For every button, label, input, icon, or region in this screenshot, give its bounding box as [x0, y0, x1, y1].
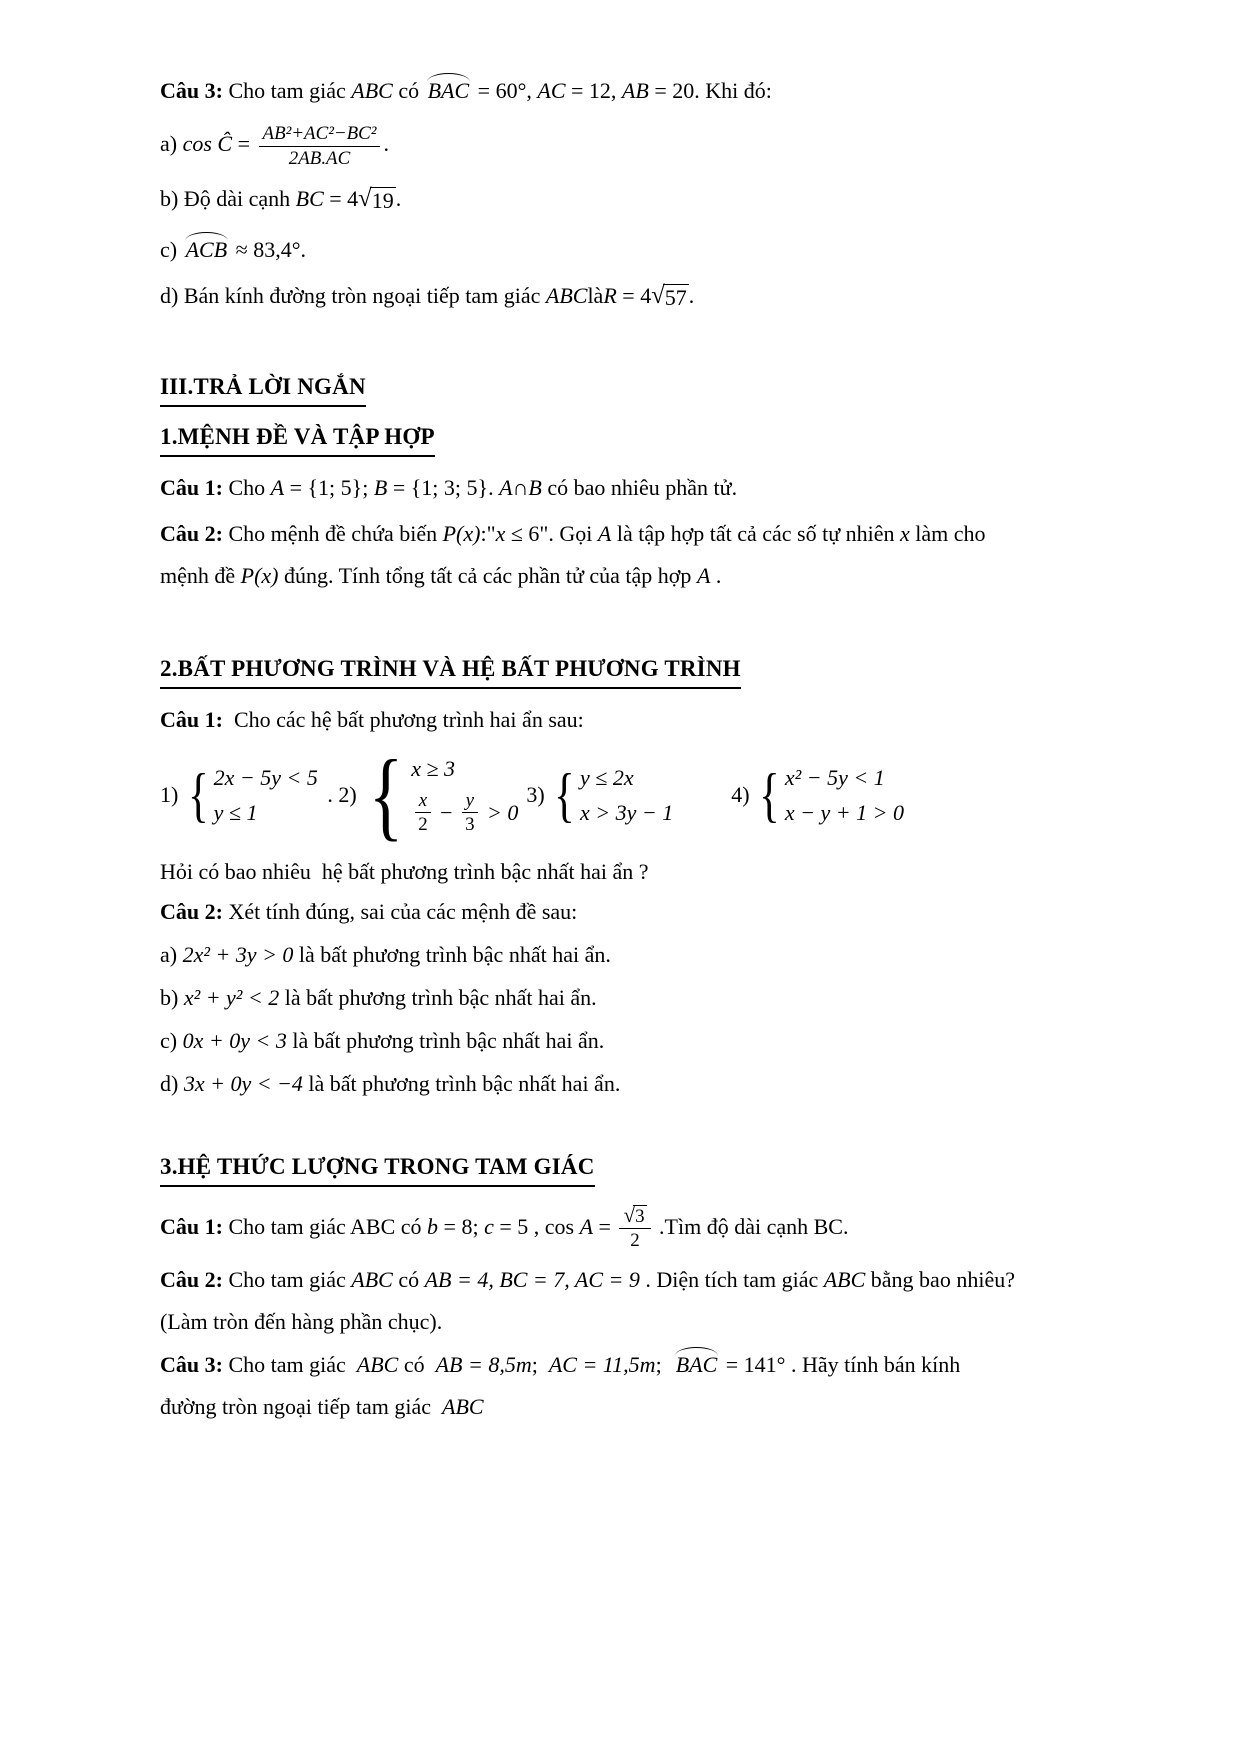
text-run: P(x)	[442, 521, 481, 547]
text-run: = 20. Khi đó:	[648, 78, 772, 103]
text-run: x ≥ 3	[411, 755, 456, 781]
text-run: 3x + 0y < −4	[183, 1071, 303, 1097]
text-run: ABC	[442, 1393, 484, 1419]
text-run: Câu 2:	[160, 899, 223, 925]
text-run: BC	[295, 186, 324, 212]
text-run: AC	[537, 78, 566, 103]
left-brace-icon: {	[759, 762, 780, 829]
left-brace-icon: {	[368, 739, 404, 851]
system-line	[785, 763, 904, 793]
topic2-question2-a	[160, 940, 1121, 970]
text-run: .	[688, 283, 695, 309]
topic2-question2-d	[160, 1069, 1121, 1099]
part3-heading: III.TRẢ LỜI NGẮN	[160, 371, 366, 407]
text-run: c)	[160, 1028, 183, 1054]
text-run: b	[427, 1214, 439, 1240]
text-run: = 8;	[438, 1214, 485, 1240]
topic3-question2-line1	[160, 1265, 1121, 1295]
square-root	[358, 187, 396, 213]
topic1-heading: 1.MỆNH ĐỀ VÀ TẬP HỢP	[160, 421, 435, 457]
radical-sign-icon: √	[623, 1203, 636, 1228]
text-run: x	[495, 521, 506, 547]
text-run: ABC	[351, 78, 393, 103]
text-run: = {1; 5};	[284, 475, 374, 501]
radical-sign-icon: √	[358, 185, 372, 213]
text-run: x² − 5y < 1	[784, 764, 885, 790]
text-run: cos Ĉ	[182, 131, 233, 157]
text-run: A	[270, 475, 285, 501]
text-run: = {1; 3; 5}.	[387, 475, 500, 501]
text-run: Câu 1:	[160, 475, 223, 501]
system-line	[214, 763, 318, 793]
text-run: bằng bao nhiêu?	[865, 1266, 1015, 1292]
text-run: là	[587, 283, 604, 309]
text-run: b)	[160, 985, 184, 1011]
text-run: Câu 2:	[160, 1266, 223, 1292]
text-run: ABC	[356, 1351, 399, 1377]
text-run: AC = 11,5m	[548, 1351, 656, 1377]
left-brace-icon: {	[554, 762, 575, 829]
text-run: d)	[160, 1071, 184, 1097]
angle-hat: BAC	[425, 73, 473, 102]
topic2-question2	[160, 897, 1121, 927]
text-run: a)	[160, 942, 183, 968]
text-run: A	[597, 521, 612, 547]
topic3-question3-line1	[160, 1347, 1121, 1380]
text-run: = 60°,	[472, 78, 538, 103]
text-run: là bất phương trình bậc nhất hai ẩn.	[279, 985, 597, 1011]
text-run: mệnh đề	[160, 563, 241, 589]
text-run: Cho tam giác	[222, 1351, 357, 1377]
topic2-question2-b	[160, 983, 1121, 1013]
text-run: . 2)	[321, 782, 363, 808]
radical-sign-icon: √	[651, 282, 665, 310]
fraction	[619, 1205, 650, 1252]
text-run: là bất phương trình bậc nhất hai ẩn.	[286, 1028, 605, 1054]
text-run: là bất phương trình bậc nhất hai ẩn.	[293, 942, 611, 968]
text-run: có	[392, 1266, 425, 1292]
text-run: y	[465, 789, 474, 811]
text-run: Câu 1:	[160, 707, 223, 733]
text-run: > 0	[481, 799, 519, 825]
text-run: −	[434, 799, 459, 825]
text-run: .	[395, 186, 402, 212]
text-run: 2	[418, 814, 428, 836]
fraction-denominator	[626, 1229, 643, 1253]
topic2-question1-tail	[160, 857, 1121, 887]
text-run: .	[383, 131, 389, 157]
text-run: = 5 , cos	[493, 1214, 580, 1240]
text-run: x > 3y − 1	[580, 799, 674, 825]
text-run: 1)	[160, 782, 184, 808]
text-run: x − y + 1 > 0	[784, 799, 904, 825]
text-run: A	[579, 1214, 594, 1240]
fraction-numerator	[462, 789, 478, 814]
text-run: AB	[621, 78, 649, 103]
mc-question3-statement-b	[160, 184, 1121, 214]
text-run: 2	[630, 1230, 640, 1252]
text-run: Xét tính đúng, sai của các mệnh đề sau:	[222, 899, 578, 925]
text-run: là tập hợp tất cả các số tự nhiên	[611, 521, 901, 547]
text-run: b) Độ dài cạnh	[160, 186, 296, 212]
text-run: Câu 3:	[160, 78, 223, 103]
fraction	[414, 789, 431, 837]
text-run: d) Bán kính đường tròn ngoại tiếp tam giác	[160, 283, 546, 309]
text-run: (Làm tròn đến hàng phần chục).	[160, 1308, 443, 1334]
left-brace-icon: {	[187, 762, 209, 829]
text-run: x	[418, 789, 428, 811]
text-run: = 12,	[565, 78, 622, 103]
text-run: 0x + 0y < 3	[182, 1028, 287, 1054]
fraction-denominator	[285, 147, 354, 171]
text-run: có	[398, 1351, 436, 1377]
text-run: Câu 3:	[160, 1351, 223, 1377]
text-run: . Diện tích tam giác	[639, 1266, 824, 1292]
text-run: AB = 8,5m	[435, 1351, 532, 1377]
text-run: y ≤ 2x	[580, 764, 634, 790]
system-line	[580, 763, 673, 793]
text-run: 2AB.AC	[288, 147, 351, 169]
text-run: ∩	[512, 475, 529, 501]
inequality-system	[362, 739, 519, 851]
inequality-system	[184, 763, 318, 828]
topic3-question3-line2	[160, 1392, 1121, 1422]
text-run: a)	[160, 131, 183, 157]
fraction	[461, 789, 478, 837]
text-run: Cho tam giác	[222, 1266, 352, 1292]
text-run: có bao nhiêu phần tử.	[541, 475, 738, 501]
text-run: ABC	[351, 1266, 393, 1292]
text-run: đường tròn ngoại tiếp tam giác	[160, 1393, 442, 1419]
topic2-question1-systems	[160, 739, 1121, 851]
mc-question3-statement-d	[160, 281, 1121, 311]
text-run: ;	[531, 1351, 549, 1377]
text-run: Câu 2:	[160, 521, 223, 547]
topic3-question2-line2	[160, 1307, 1121, 1337]
system-line	[785, 798, 904, 828]
text-run: P(x)	[240, 563, 279, 589]
text-run: có	[392, 78, 425, 103]
text-run: Cho tam giác ABC có	[222, 1214, 428, 1240]
text-run: ;	[655, 1351, 673, 1377]
fraction-denominator	[414, 813, 431, 837]
text-run: A	[499, 475, 513, 501]
fraction-numerator	[619, 1205, 650, 1229]
text-run: Cho mệnh đề chứa biến	[222, 521, 443, 547]
fraction-numerator	[259, 122, 381, 147]
radicand: 3	[635, 1206, 645, 1228]
text-run: = 4	[323, 186, 359, 212]
topic2-heading: 2.BẤT PHƯƠNG TRÌNH VÀ HỆ BẤT PHƯƠNG TRÌNH	[160, 653, 741, 689]
inequality-system	[550, 763, 673, 828]
topic1-question2-line1	[160, 519, 1121, 549]
topic3-heading: 3.HỆ THỨC LƯỢNG TRONG TAM GIÁC	[160, 1151, 595, 1187]
text-run: 2x − 5y < 5	[213, 764, 318, 790]
system-lines	[785, 763, 904, 828]
text-run: AB = 4, BC = 7, AC = 9	[424, 1266, 640, 1292]
text-run: y ≤ 1	[213, 799, 258, 825]
text-run: 3	[465, 814, 475, 836]
radicand: 57	[664, 285, 687, 311]
text-run: :"	[480, 521, 496, 547]
text-run: Hỏi có bao nhiêu hệ bất phương trình bậc nhất hai ẩn ?	[160, 859, 649, 885]
fraction	[259, 122, 381, 170]
fraction-denominator	[461, 813, 478, 837]
topic1-heading-wrap	[160, 421, 1121, 457]
text-run: .	[710, 563, 722, 589]
square-root	[623, 1205, 646, 1228]
text-run: A	[696, 563, 711, 589]
text-run: .Tìm độ dài cạnh BC.	[653, 1214, 849, 1240]
mc-question3-intro	[160, 73, 1121, 106]
text-run: c	[484, 1214, 494, 1240]
topic1-question2-line2	[160, 561, 1121, 591]
topic3-question1	[160, 1205, 1121, 1252]
text-run: 2x² + 3y > 0	[182, 942, 294, 968]
text-run: AB²+AC²−BC²	[262, 123, 377, 144]
radicand: 19	[371, 188, 394, 214]
text-run: = 4	[616, 283, 652, 309]
text-run: x² + y² < 2	[183, 985, 280, 1011]
mc-question3-statement-c	[160, 232, 1121, 265]
text-run: c)	[160, 237, 183, 263]
text-run: ≈ 83,4°.	[230, 237, 307, 263]
text-run: = 141° . Hãy tính bán kính	[720, 1351, 961, 1377]
system-line	[411, 789, 518, 837]
topic2-question2-c	[160, 1026, 1121, 1056]
system-lines	[411, 754, 518, 837]
text-run: Câu 1:	[160, 1214, 223, 1240]
text-run: x	[900, 521, 910, 547]
text-run: =	[232, 131, 256, 157]
topic3-heading-wrap	[160, 1151, 1121, 1187]
system-line	[580, 798, 673, 828]
system-line	[214, 798, 318, 828]
text-run: B	[373, 475, 388, 501]
system-lines	[214, 763, 318, 828]
square-root	[651, 284, 689, 310]
text-run: =	[593, 1214, 617, 1240]
topic1-question1	[160, 473, 1121, 503]
topic2-question1-intro	[160, 705, 1121, 735]
fraction-numerator	[415, 789, 431, 814]
system-lines	[580, 763, 673, 828]
text-run: đúng. Tính tổng tất cả các phần tử của tập hợp	[278, 563, 697, 589]
inequality-system	[755, 763, 904, 828]
system-line	[411, 754, 518, 784]
text-run: ABC	[545, 283, 588, 309]
text-run: Cho các hệ bất phương trình hai ẩn sau:	[222, 707, 584, 733]
topic2-heading-wrap	[160, 653, 1121, 689]
angle-hat: BAC	[673, 1347, 721, 1376]
angle-hat: ACB	[183, 232, 231, 261]
text-run: 4)	[731, 782, 756, 808]
text-run: 3)	[526, 782, 551, 808]
text-run: Cho	[222, 475, 271, 501]
text-run: Cho tam giác	[222, 78, 352, 103]
text-run: R	[603, 283, 617, 309]
text-run: là bất phương trình bậc nhất hai ẩn.	[302, 1071, 621, 1097]
mc-question3-statement-a	[160, 122, 1121, 170]
text-run: ABC	[823, 1266, 866, 1292]
text-run: làm cho	[909, 521, 986, 547]
part-heading-wrap	[160, 371, 1121, 407]
text-run: B	[528, 475, 542, 501]
text-run: ≤ 6". Gọi	[505, 521, 598, 547]
